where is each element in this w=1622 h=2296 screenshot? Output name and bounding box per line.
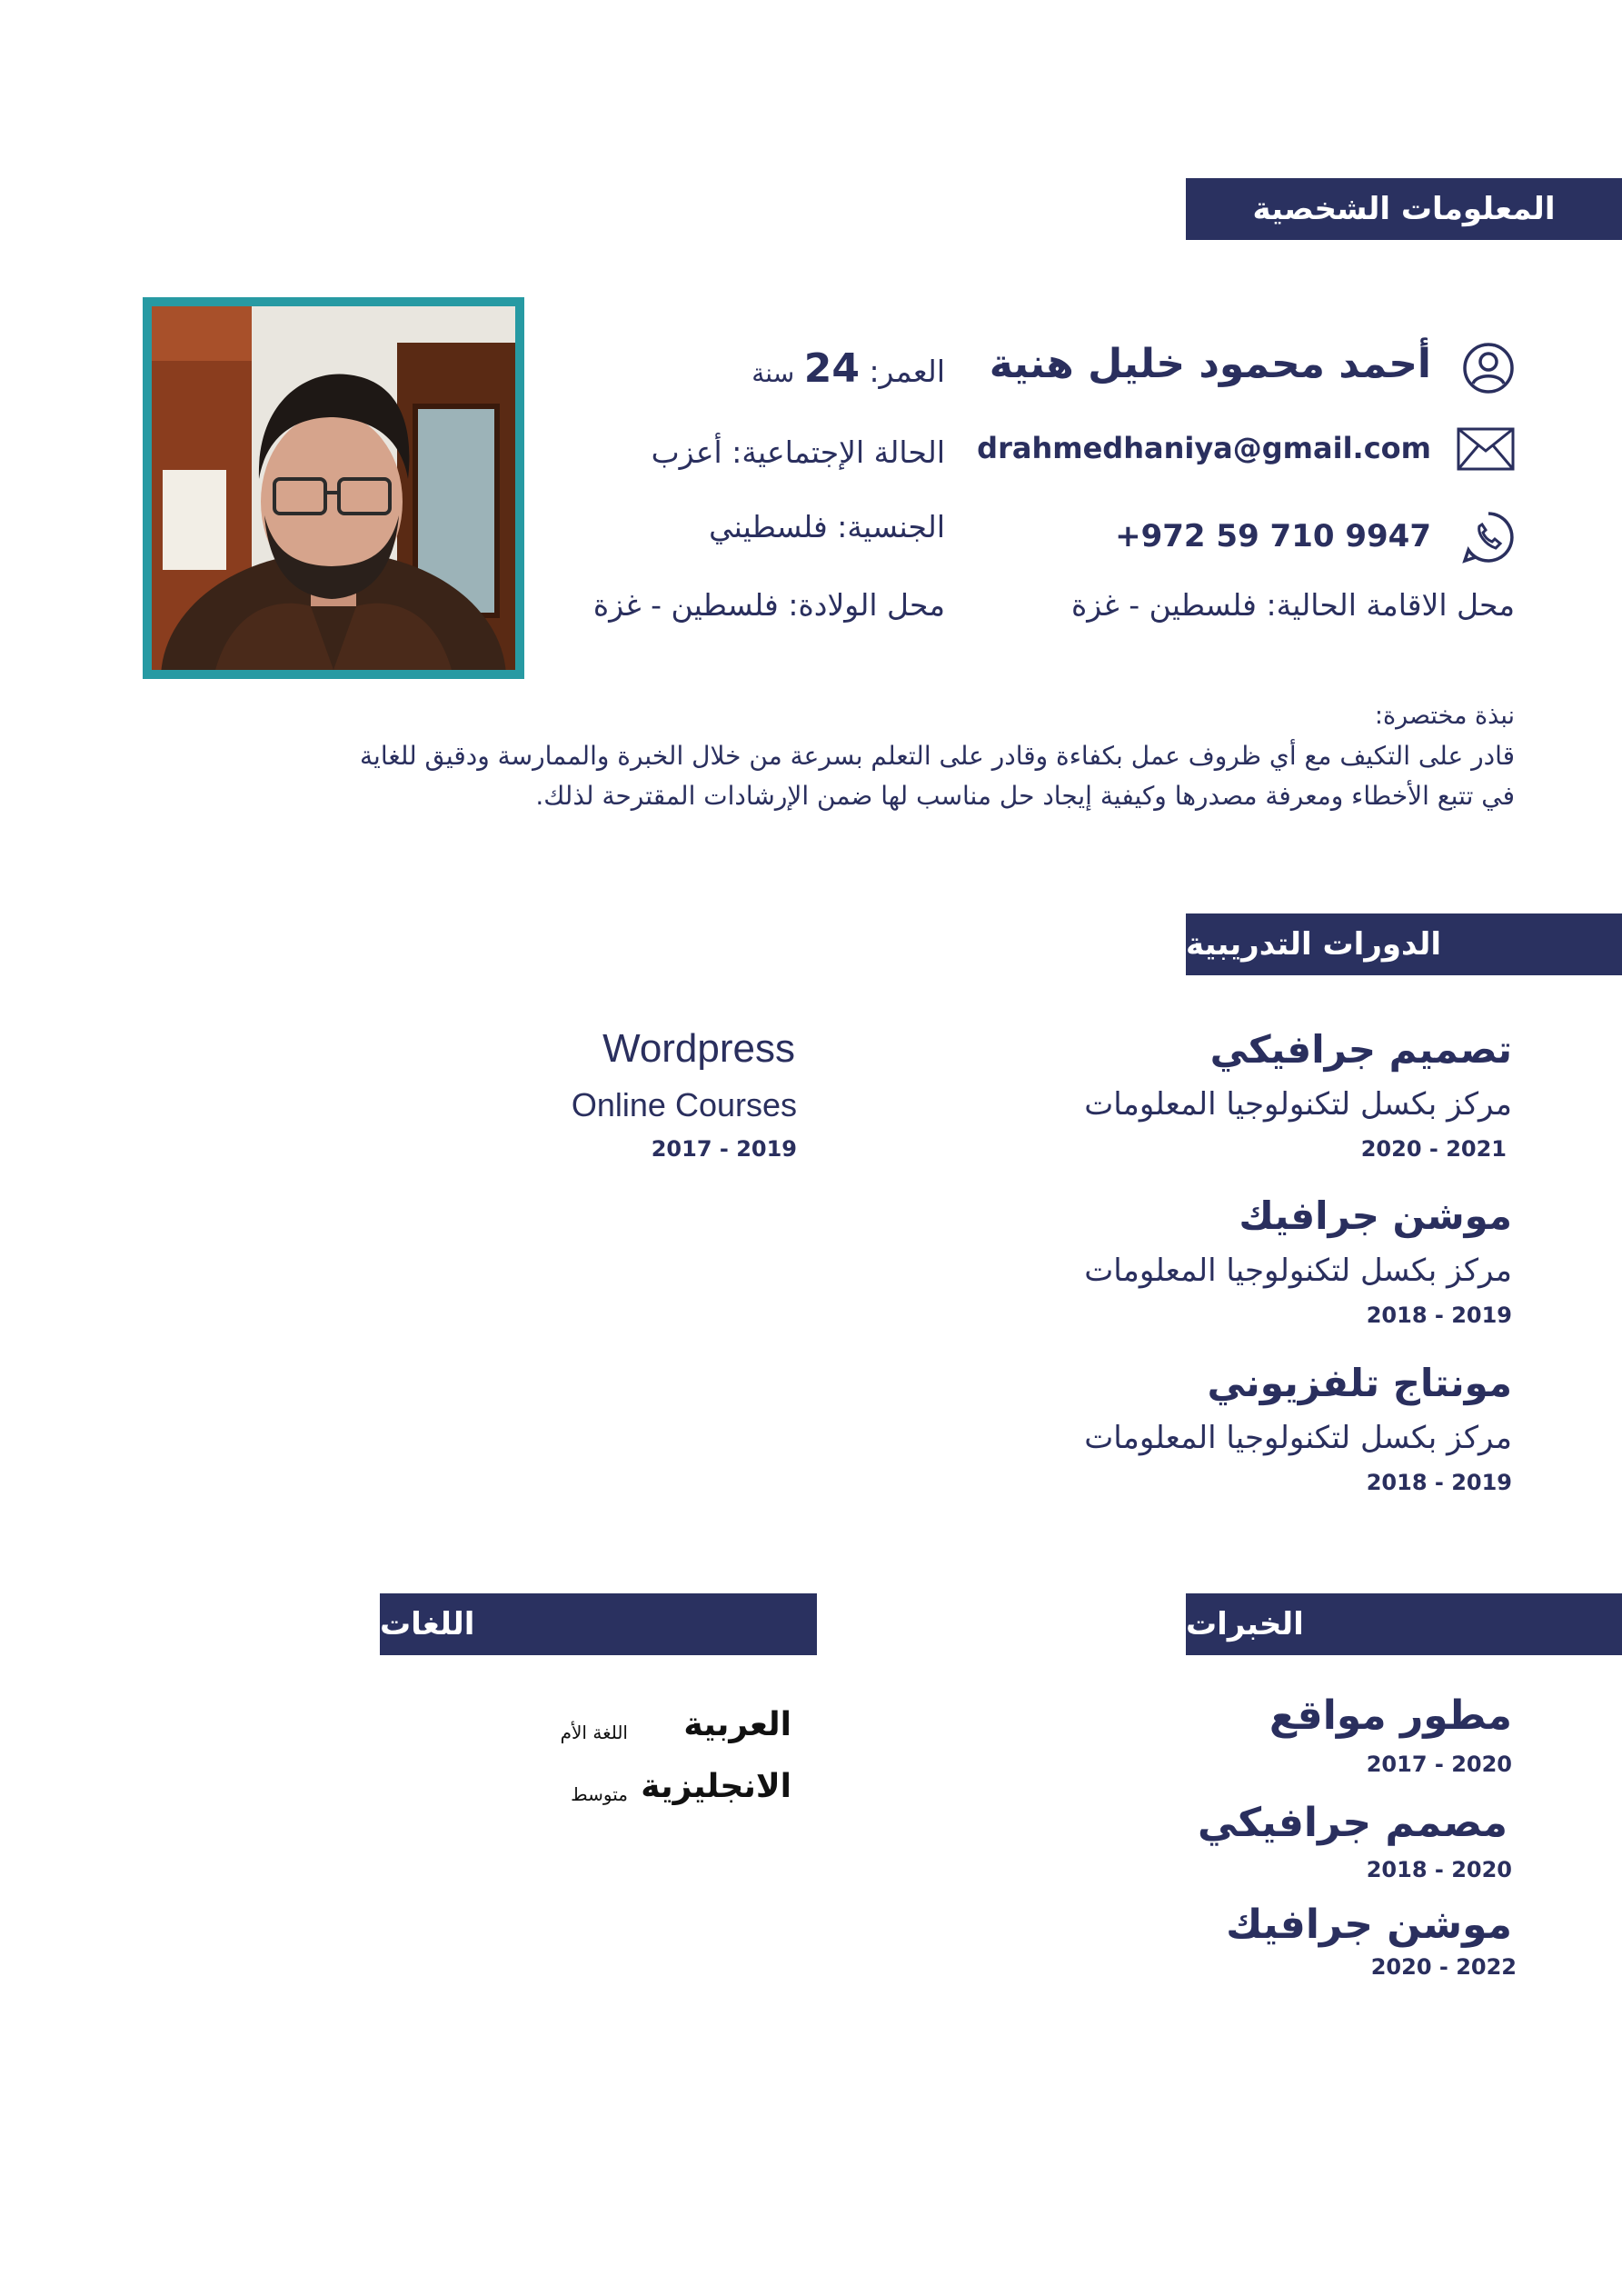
course-title: تصميم جرافيكي — [1209, 1027, 1512, 1072]
course-years: 2018 - 2019 — [1366, 1470, 1512, 1495]
envelope-icon — [1457, 427, 1515, 471]
section-header-personal — [1186, 178, 1622, 240]
section-title: اللغات — [380, 1606, 475, 1642]
language-name: العربية — [683, 1706, 791, 1743]
course-place: مركز بكسل لتكنولوجيا المعلومات — [1084, 1253, 1512, 1289]
marital-field — [652, 434, 945, 470]
birthplace-label: محل الولادة: — [788, 587, 945, 623]
experience-years: 2018 - 2020 — [1366, 1857, 1512, 1882]
course-place: Online Courses — [571, 1086, 797, 1123]
language-level: متوسط — [571, 1783, 628, 1805]
section-header-courses — [1186, 913, 1622, 975]
course-years: 2020 - 2021 — [1360, 1136, 1507, 1162]
email-address[interactable]: drahmedhaniya@gmail.com — [977, 431, 1431, 465]
profile-photo — [143, 297, 524, 679]
age-value: 24 — [803, 345, 860, 392]
person-icon — [1461, 341, 1516, 395]
experience-title: موشن جرافيك — [1226, 1902, 1512, 1948]
person-name: أحمد محمود خليل هنية — [989, 341, 1431, 387]
profile-photo-image — [152, 306, 515, 670]
course-title: مونتاج تلفزيوني — [1207, 1361, 1512, 1405]
section-title: الخبرات — [1186, 1606, 1304, 1642]
experience-title: مطور مواقع — [1269, 1692, 1512, 1739]
course-years: 2017 - 2019 — [651, 1136, 797, 1162]
summary-line-2: في تتبع الأخطاء ومعرفة مصدرها وكيفية إيجاد حل مناسب لها ضمن الإرشادات المقترحة لذلك. — [535, 781, 1515, 811]
age-field — [751, 345, 945, 392]
section-header-experience — [1186, 1593, 1622, 1655]
course-place: مركز بكسل لتكنولوجيا المعلومات — [1084, 1086, 1512, 1123]
experience-years: 2017 - 2020 — [1366, 1752, 1512, 1777]
age-label: العمر: — [869, 354, 945, 389]
phone-number[interactable]: +972 59 710 9947 — [1115, 518, 1431, 554]
residence-value: فلسطين - غزة — [1071, 587, 1257, 623]
language-level: اللغة الأم — [560, 1722, 628, 1743]
section-header-languages — [380, 1593, 817, 1655]
residence-field — [1071, 587, 1515, 623]
course-place: مركز بكسل لتكنولوجيا المعلومات — [1084, 1420, 1512, 1456]
experience-title: مصمم جرافيكي — [1198, 1800, 1508, 1846]
experience-years: 2020 - 2022 — [1370, 1954, 1517, 1980]
marital-label: الحالة الإجتماعية: — [731, 434, 945, 470]
course-title: موشن جرافيك — [1239, 1193, 1512, 1238]
marital-value: أعزب — [651, 434, 722, 470]
section-title: الدورات التدريبية — [1186, 926, 1442, 963]
nationality-field — [709, 509, 945, 544]
course-title: Wordpress — [602, 1026, 795, 1071]
nationality-label: الجنسية: — [837, 509, 945, 544]
section-title: المعلومات الشخصية — [1252, 191, 1556, 227]
language-name: الانجليزية — [641, 1768, 791, 1805]
summary-label: نبذة مختصرة: — [1374, 702, 1515, 730]
course-years: 2018 - 2019 — [1366, 1303, 1512, 1328]
nationality-value: فلسطيني — [709, 509, 828, 544]
birthplace-field — [593, 587, 945, 623]
birthplace-value: فلسطين - غزة — [592, 587, 779, 623]
summary-line-1: قادر على التكيف مع أي ظروف عمل بكفاءة وقادر على التعلم بسرعة من خلال الخبرة والممارسة ودقيق للغاية — [360, 741, 1515, 771]
whatsapp-icon — [1461, 510, 1516, 564]
age-unit: سنة — [751, 358, 795, 388]
residence-label: محل الاقامة الحالية: — [1266, 587, 1515, 623]
